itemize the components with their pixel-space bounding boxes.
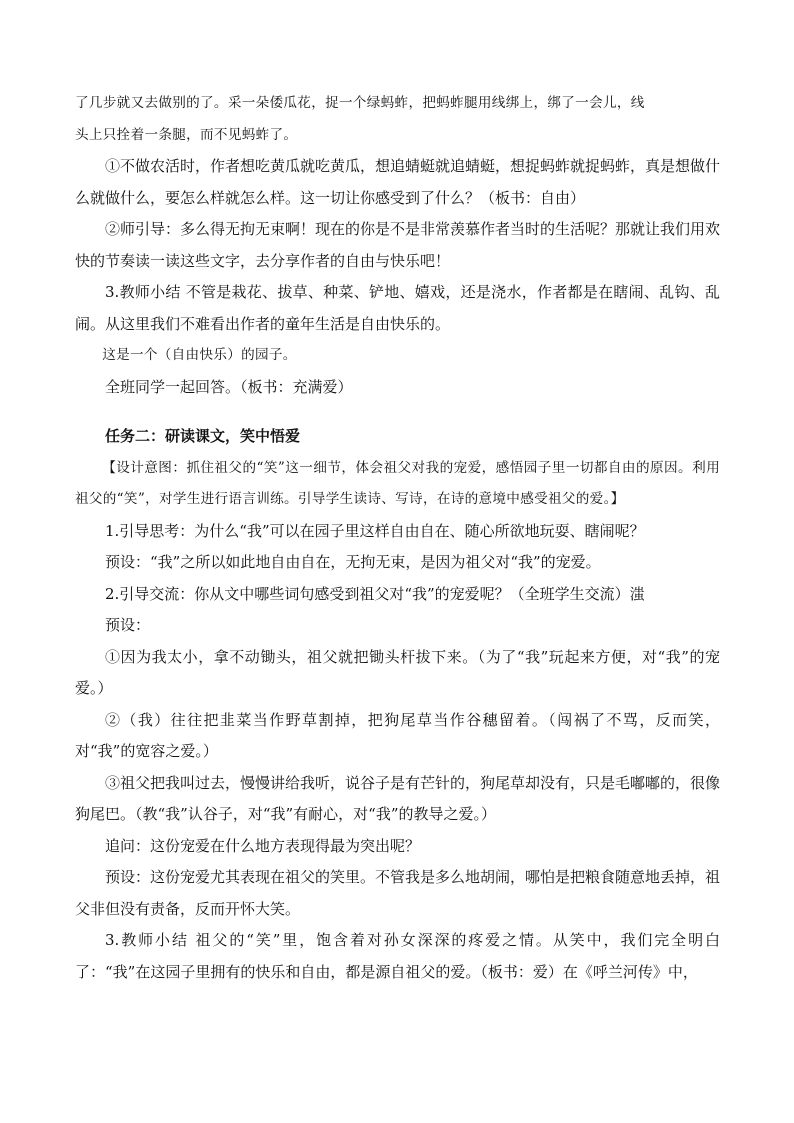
design-intent-paragraph: 【设计意图：抓住祖父的“笑”这一细节，体会祖父对我的宠爱，感悟园子里一切都自由的原因。利用祖父的“笑”，对学生进行语言训练。引导学生读诗、写诗，在诗的意境中感受祖父的爱。】 — [75, 459, 720, 507]
continuation-line: 头上只拴着一条腿，而不见蚂蚱了。 — [75, 126, 298, 143]
list-item: ①因为我太小，拿不动锄头，祖父就把锄头杆拔下来。（为了“我”玩起来方便，对“我”的宠爱。） — [75, 647, 720, 697]
think-paragraph: 1.引导思考：为什么“我”可以在园子里这样自由自在、随心所欲地玩耍、瞎闹呢？ — [105, 521, 645, 540]
summary-paragraph: 3.教师小结 祖父的“笑”里，饱含着对孙女深深的疼爱之情。从笑中，我们完全明白了：“我”在这园子里拥有的快乐和自由，都是源自祖父的爱。（板书：爱）在《呼兰河传》中， — [75, 931, 720, 981]
followup-paragraph: 追问：这份宠爱在什么地方表现得最为突出呢？ — [105, 836, 421, 855]
section-heading: 任务二：研读课文，笑中悟爱 — [105, 427, 301, 445]
list-item: ②（我）往往把韭菜当作野草割掉，把狗尾草当作谷穗留着。（闯祸了不骂，反而笑，对“我”的宽容之爱。） — [75, 710, 720, 760]
exchange-paragraph: 2.引导交流：你从文中哪些词句感受到祖父对“我”的宠爱呢？（全班学生交流）滍 — [105, 584, 645, 603]
continuation-line: 了几步就又去做别的了。采一朵倭瓜花，捉一个绿蚂蚱，把蚂蚱腿用线绑上，绑了一会儿，线 — [75, 95, 645, 111]
question-paragraph: ①不做农活时，作者想吃黄瓜就吃黄瓜，想追蜻蜓就追蜻蜓，想捉蚂蚱就捉蚂蚱，真是想做什么就做什么，要怎么样就怎么样。这一切让你感受到了什么？（板书：自由） — [75, 157, 721, 207]
list-item: ③祖父把我叫过去，慢慢讲给我听，说谷子是有芒针的，狗尾草却没有，只是毛嘟嘟的，很像狗尾巴。（教“我”认谷子，对“我”有耐心，对“我”的教导之爱。） — [75, 773, 721, 823]
preset-label: 预设： — [105, 616, 151, 634]
preset-paragraph: 预设：这份宠爱尤其表现在祖父的笑里。不管我是多么地胡闹，哪怕是把粮食随意地丢掉，祖父非但没有责备，反而开怀大笑。 — [75, 868, 721, 918]
summary-paragraph: 3.教师小结 不管是栽花、拔草、种菜、铲地、嬉戏，还是浇水，作者都是在瞎闹、乱钩、乱闹。从这里我们不难看出作者的童年生活是自由快乐的。 — [75, 283, 720, 333]
garden-statement: 这是一个（自由快乐）的园子。 — [102, 347, 297, 363]
document-page — [75, 88, 720, 988]
preset-paragraph: 预设：“我”之所以如此地自由自在，无拘无束，是因为祖父对“我”的宠爱。 — [105, 553, 601, 571]
answer-paragraph: 全班同学一起回答。（板书：充满爱） — [105, 377, 353, 396]
guide-paragraph: ②师引导：多么得无拘无束啊！现在的你是不是非常羡慕作者当时的生活呢？那就让我们用欢快的节奏读一读这些文字，去分享作者的自由与快乐吧！ — [75, 220, 721, 270]
